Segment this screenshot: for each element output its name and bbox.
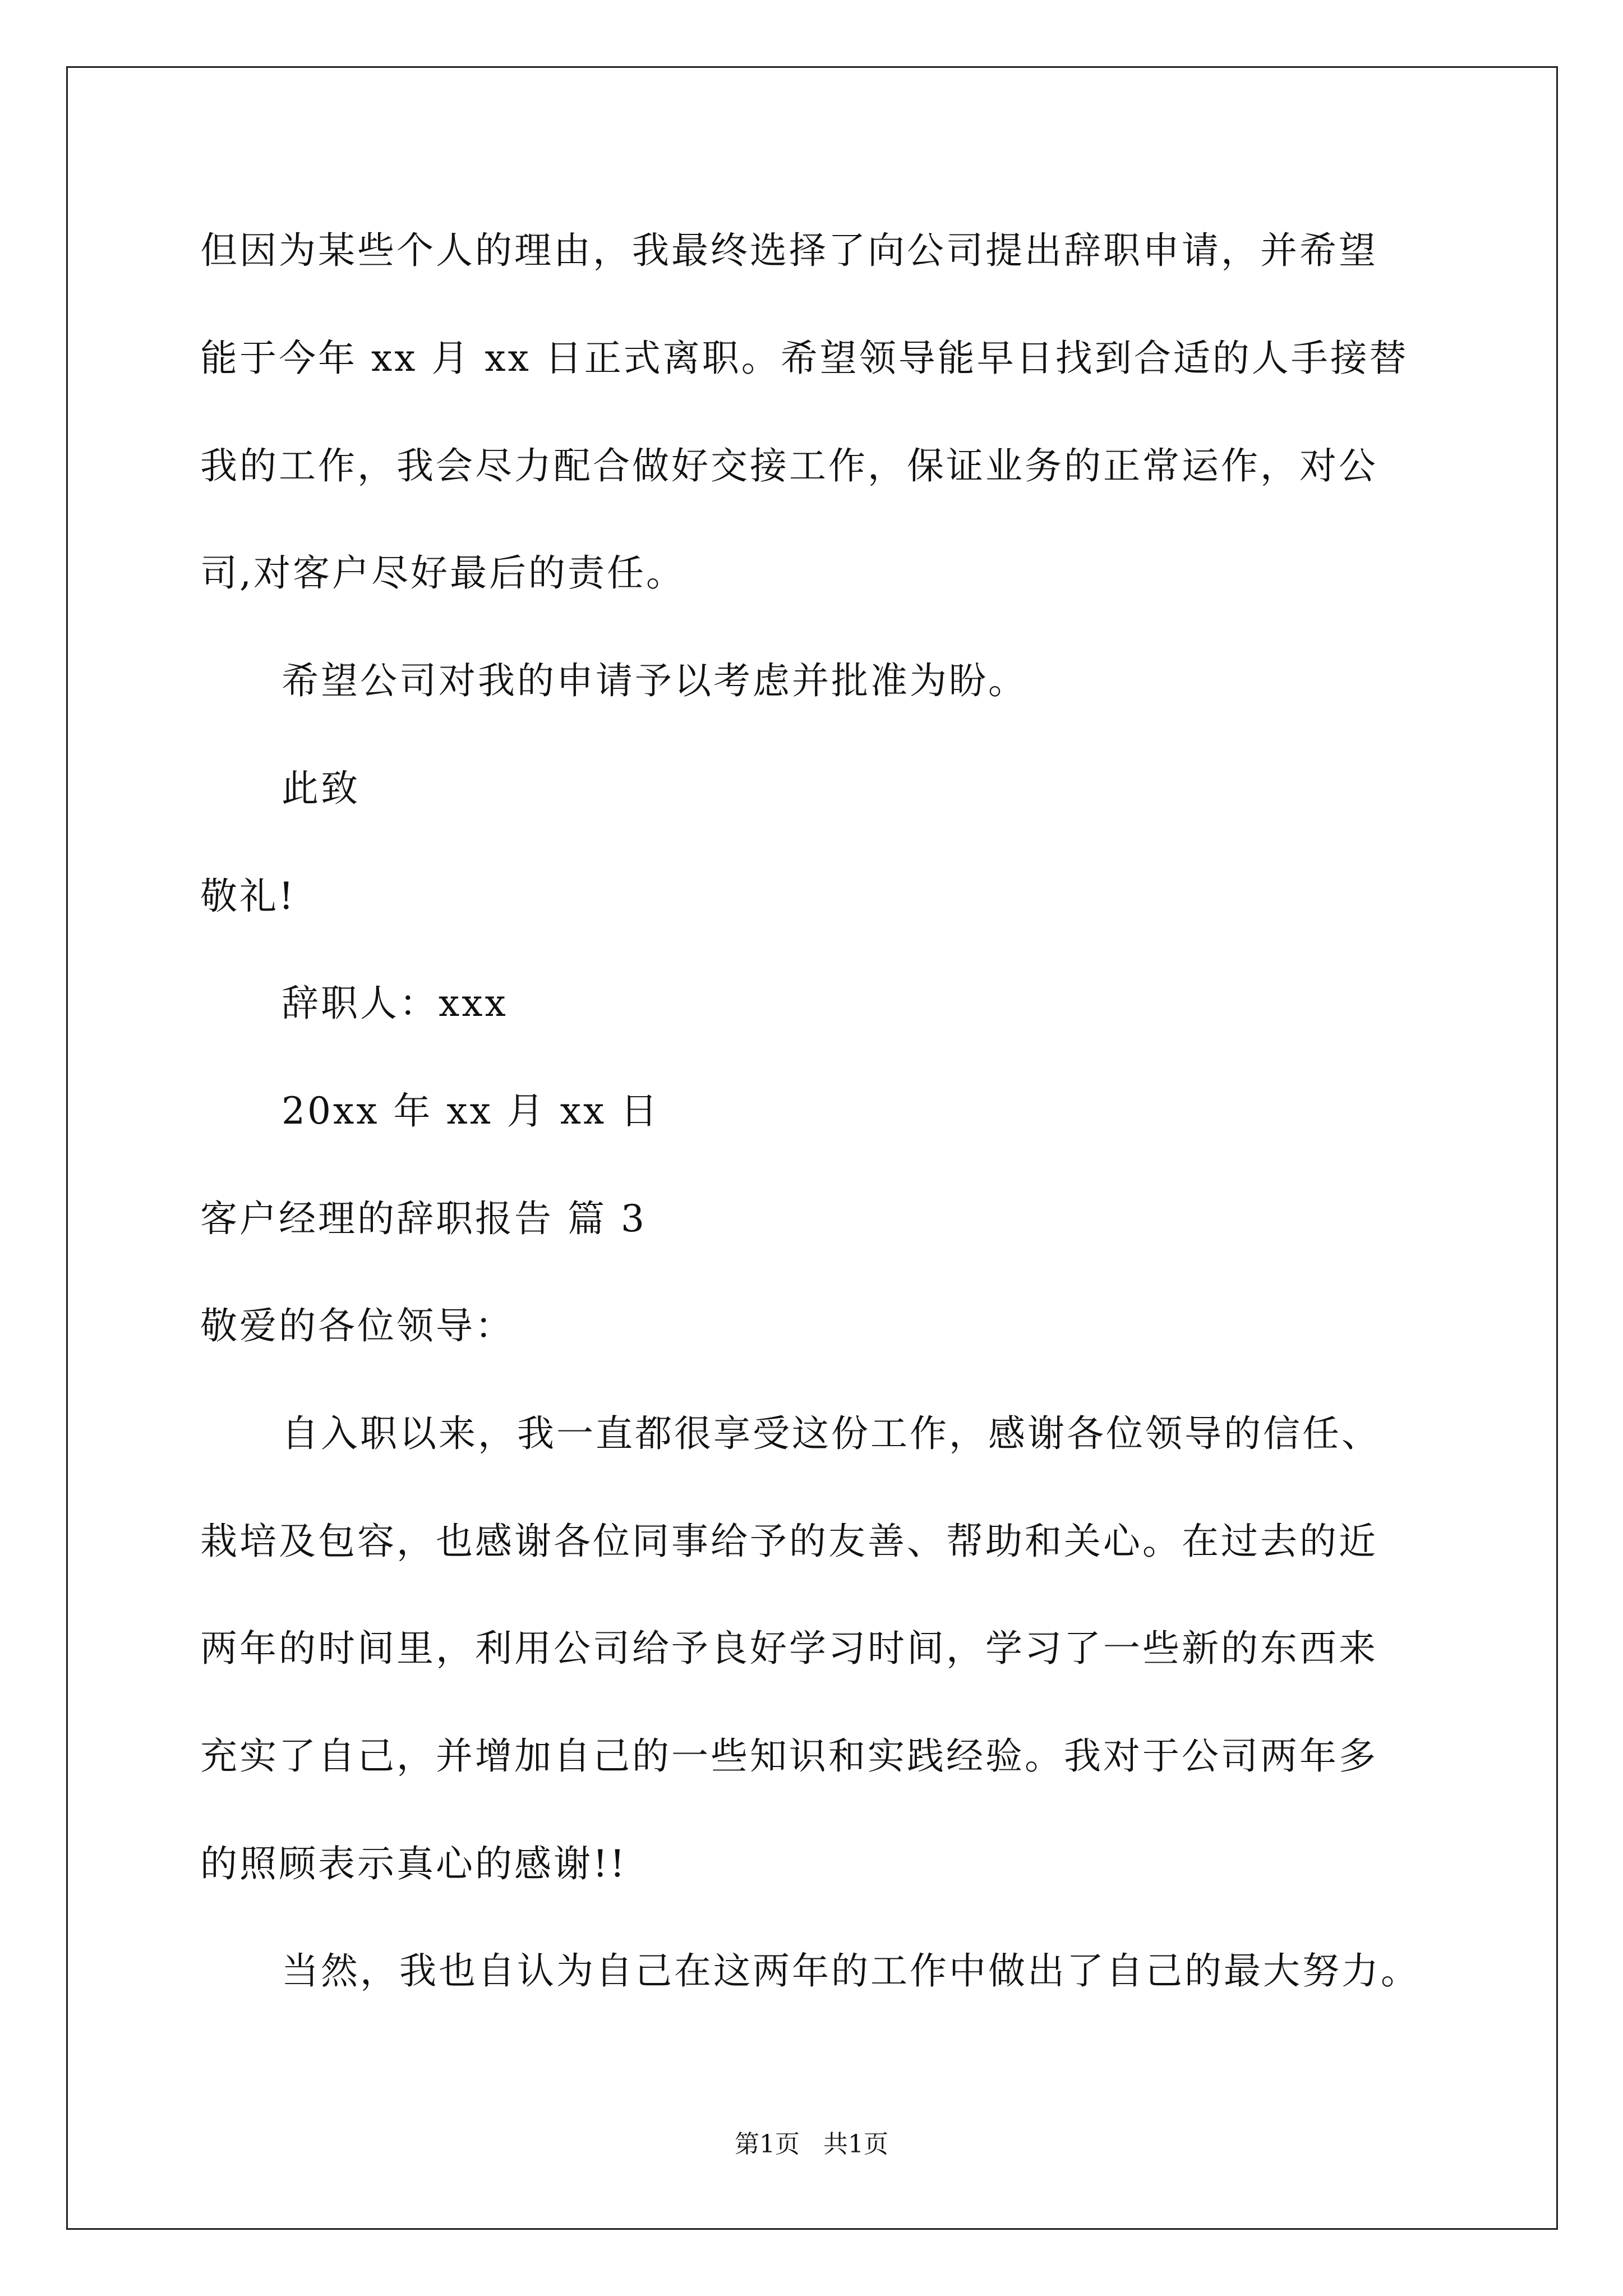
paragraph-line: 希望公司对我的申请予以考虑并批准为盼。 [282,659,1027,702]
paragraph-line: 我的工作，我会尽力配合做好交接工作，保证业务的正常运作，对公 [200,444,1378,487]
signature-name: 辞职人：xxx [282,982,508,1025]
greeting: 敬爱的各位领导： [200,1304,514,1347]
closing-regards: 敬礼! [200,875,296,918]
page-frame [66,66,1558,2230]
section-heading: 客户经理的辞职报告 篇 3 [200,1197,647,1240]
paragraph-line: 自入职以来，我一直都很享受这份工作，感谢各位领导的信任、 [282,1412,1381,1455]
paragraph-line: 充实了自己，并增加自己的一些知识和实践经验。我对于公司两年多 [200,1734,1378,1778]
paragraph-line: 能于今年 xx 月 xx 日正式离职。希望领导能早日找到合适的人手接替 [200,337,1409,380]
paragraph-line: 栽培及包容，也感谢各位同事给予的友善、帮助和关心。在过去的近 [200,1520,1378,1563]
signature-date: 20xx 年 xx 月 xx 日 [282,1089,660,1133]
paragraph-line: 但因为某些个人的理由，我最终选择了向公司提出辞职申请，并希望 [200,229,1378,272]
paragraph-line: 的照顾表示真心的感谢!! [200,1842,628,1885]
paragraph-line: 两年的时间里，利用公司给予良好学习时间，学习了一些新的东西来 [200,1627,1378,1670]
paragraph-line: 司,对客户尽好最后的责任。 [200,551,685,595]
closing-salutation: 此致 [282,767,360,810]
paragraph-line: 当然，我也自认为自己在这两年的工作中做出了自己的最大努力。 [282,1949,1420,1993]
page-footer: 第1页 共1页 [735,2130,888,2159]
